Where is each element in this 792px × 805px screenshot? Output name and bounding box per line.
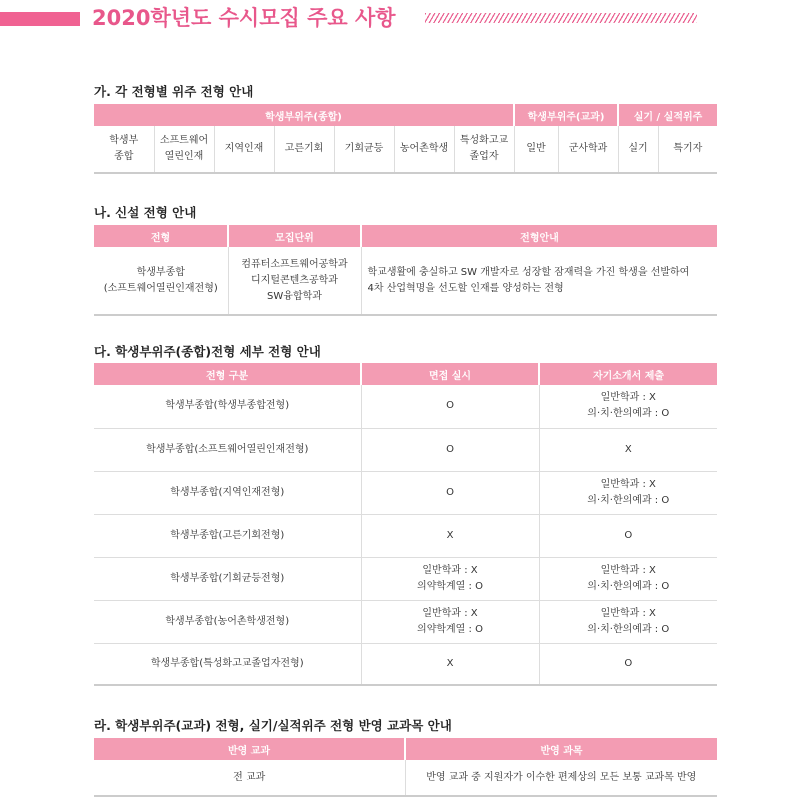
col-header-courses: 반영 과목 xyxy=(405,738,717,760)
table-row xyxy=(94,600,717,643)
admission-type-cell: 기회균등 xyxy=(334,126,394,173)
new-type-cell: 학생부종합 (소프트웨어열린인재전형) xyxy=(94,247,228,315)
table-row xyxy=(94,557,717,600)
group-header-silgi: 실기 / 실적위주 xyxy=(618,104,717,126)
admission-type-cell: 군사학과 xyxy=(558,126,618,173)
table-row xyxy=(94,471,717,514)
col-header-unit: 모집단위 xyxy=(228,225,361,247)
group-header-jonghap: 학생부위주(종합) xyxy=(94,104,514,126)
col-header-category: 전형 구분 xyxy=(94,363,361,385)
courses-cell: 반영 교과 중 지원자가 이수한 편제상의 모든 보통 교과목 반영 xyxy=(405,760,717,796)
interview-cell: O xyxy=(361,385,539,428)
category-cell: 학생부종합(학생부종합전형) xyxy=(94,385,361,428)
section-a-title: 가. 각 전형별 위주 전형 안내 xyxy=(94,84,254,99)
interview-cell: X xyxy=(361,643,539,685)
subject-cell: 전 교과 xyxy=(94,760,405,796)
table-row xyxy=(94,385,717,428)
admission-type-cell: 실기 xyxy=(618,126,658,173)
category-cell: 학생부종합(특성화고교졸업자전형) xyxy=(94,643,361,685)
category-cell: 학생부종합(고른기회전형) xyxy=(94,514,361,557)
interview-cell: O xyxy=(361,471,539,514)
essay-cell: 일반학과 : X 의·치·한의예과 : O xyxy=(539,600,717,643)
section-a-table xyxy=(94,104,717,174)
section-b-table xyxy=(94,225,717,316)
group-header-gyogwa: 학생부위주(교과) xyxy=(514,104,618,126)
header-accent-bar xyxy=(0,12,80,26)
interview-cell: 일반학과 : X 의약학계열 : O xyxy=(361,600,539,643)
admission-type-cell: 특성화고교 졸업자 xyxy=(454,126,514,173)
page-title: 2020학년도 수시모집 주요 사항 xyxy=(92,6,396,30)
essay-cell: X xyxy=(539,428,717,471)
category-cell: 학생부종합(소프트웨어열린인재전형) xyxy=(94,428,361,471)
table-row xyxy=(94,428,717,471)
admission-type-cell: 농어촌학생 xyxy=(394,126,454,173)
admission-type-cell: 특기자 xyxy=(658,126,717,173)
admission-type-cell: 소프트웨어 열린인재 xyxy=(154,126,214,173)
new-guide-cell: 학교생활에 충실하고 SW 개발자로 성장할 잠재력을 가진 학생을 선발하여 4차 산업혁명을 선도할 인재를 양성하는 전형 xyxy=(361,247,717,315)
section-d-table xyxy=(94,738,717,797)
col-header-subject: 반영 교과 xyxy=(94,738,405,760)
section-d-title: 라. 학생부위주(교과) 전형, 실기/실적위주 전형 반영 교과목 안내 xyxy=(94,718,452,733)
admission-type-cell: 고른기회 xyxy=(274,126,334,173)
essay-cell: O xyxy=(539,514,717,557)
section-c-table xyxy=(94,363,717,686)
essay-cell: O xyxy=(539,643,717,685)
category-cell: 학생부종합(농어촌학생전형) xyxy=(94,600,361,643)
new-units-cell: 컴퓨터소프트웨어공학과 디지털콘텐츠공학과 SW융합학과 xyxy=(228,247,361,315)
col-header-interview: 면접 실시 xyxy=(361,363,539,385)
interview-cell: X xyxy=(361,514,539,557)
essay-cell: 일반학과 : X 의·치·한의예과 : O xyxy=(539,385,717,428)
interview-cell: 일반학과 : X 의약학계열 : O xyxy=(361,557,539,600)
essay-cell: 일반학과 : X 의·치·한의예과 : O xyxy=(539,557,717,600)
admission-type-cell: 지역인재 xyxy=(214,126,274,173)
admission-type-cell: 일반 xyxy=(514,126,558,173)
admission-type-cell: 학생부 종합 xyxy=(94,126,154,173)
category-cell: 학생부종합(지역인재전형) xyxy=(94,471,361,514)
table-row xyxy=(94,643,717,685)
col-header-essay: 자기소개서 제출 xyxy=(539,363,717,385)
interview-cell: O xyxy=(361,428,539,471)
header-hatch-decoration xyxy=(425,13,697,23)
category-cell: 학생부종합(기회균등전형) xyxy=(94,557,361,600)
col-header-type: 전형 xyxy=(94,225,228,247)
col-header-guide: 전형안내 xyxy=(361,225,717,247)
table-row xyxy=(94,514,717,557)
essay-cell: 일반학과 : X 의·치·한의예과 : O xyxy=(539,471,717,514)
section-c-title: 다. 학생부위주(종합)전형 세부 전형 안내 xyxy=(94,344,321,359)
section-b-title: 나. 신설 전형 안내 xyxy=(94,205,197,220)
page-header xyxy=(0,0,792,40)
